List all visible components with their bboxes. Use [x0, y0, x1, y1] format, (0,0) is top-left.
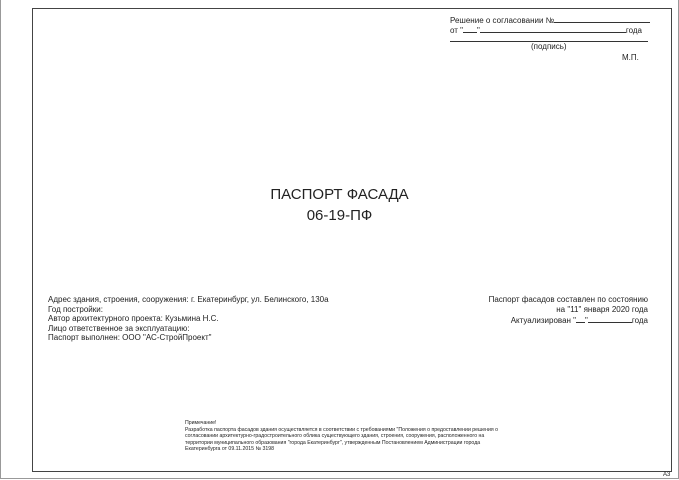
- status-line-1: Паспорт фасадов составлен по состоянию: [488, 295, 648, 304]
- passport-status: [489, 295, 648, 326]
- approval-date-line: [450, 24, 642, 36]
- updated-prefix: Актуализирован ": [510, 316, 577, 325]
- blank-line: [463, 24, 477, 33]
- sheet-format-label: А3: [663, 472, 671, 478]
- decision-label: Решение о согласовании №: [450, 16, 555, 25]
- quote: ": [585, 316, 588, 325]
- build-year-line: Год постройки:: [48, 304, 103, 314]
- quote: ": [477, 26, 480, 35]
- document-title: ПАСПОРТ ФАСАДА: [270, 186, 409, 203]
- status-line-2: на "11" января 2020 года: [556, 304, 648, 314]
- executor-line: Паспорт выполнен: ООО "АС-СтройПроект": [48, 333, 212, 342]
- note-line: Разработка паспорта фасадов здания осуществляется в соответствии с требованиями "Положения о предоставлении решения о: [185, 426, 498, 433]
- responsible-person-line: Лицо ответственное за эксплуатацию:: [48, 323, 190, 333]
- building-info: [48, 295, 329, 343]
- blank-line: [554, 14, 650, 23]
- year-suffix: года: [631, 316, 648, 325]
- status-line-3: [489, 314, 648, 326]
- architect-line: Автор архитектурного проекта: Кузьмина Н.С.: [48, 314, 219, 323]
- blank-line: [480, 24, 626, 33]
- signature-label: (подпись): [531, 42, 567, 51]
- drawing-frame: [32, 8, 672, 472]
- year-suffix: года: [625, 26, 642, 35]
- note-line: согласовании архитектурно-градостроительного облика существующего здания, строения, сооружения, расположенного на: [185, 433, 485, 440]
- note-line: Екатеринбурга от 09.11.2015 № 3198: [185, 446, 274, 453]
- blank-line: [588, 314, 632, 323]
- from-label: от ": [450, 26, 463, 35]
- stamp-label: М.П.: [622, 53, 639, 62]
- note-block: [185, 420, 498, 453]
- note-heading: Примечание!: [185, 420, 217, 426]
- document-code: 06-19-ПФ: [306, 207, 373, 224]
- blank-line: [576, 314, 585, 323]
- address-line: Адрес здания, строения, сооружения: г. Екатеринбург, ул. Белинского, 130а: [48, 295, 329, 304]
- note-line: территории муниципального образования "города Екатеринбург", утвержденным Постановлением Администрации города: [185, 439, 481, 446]
